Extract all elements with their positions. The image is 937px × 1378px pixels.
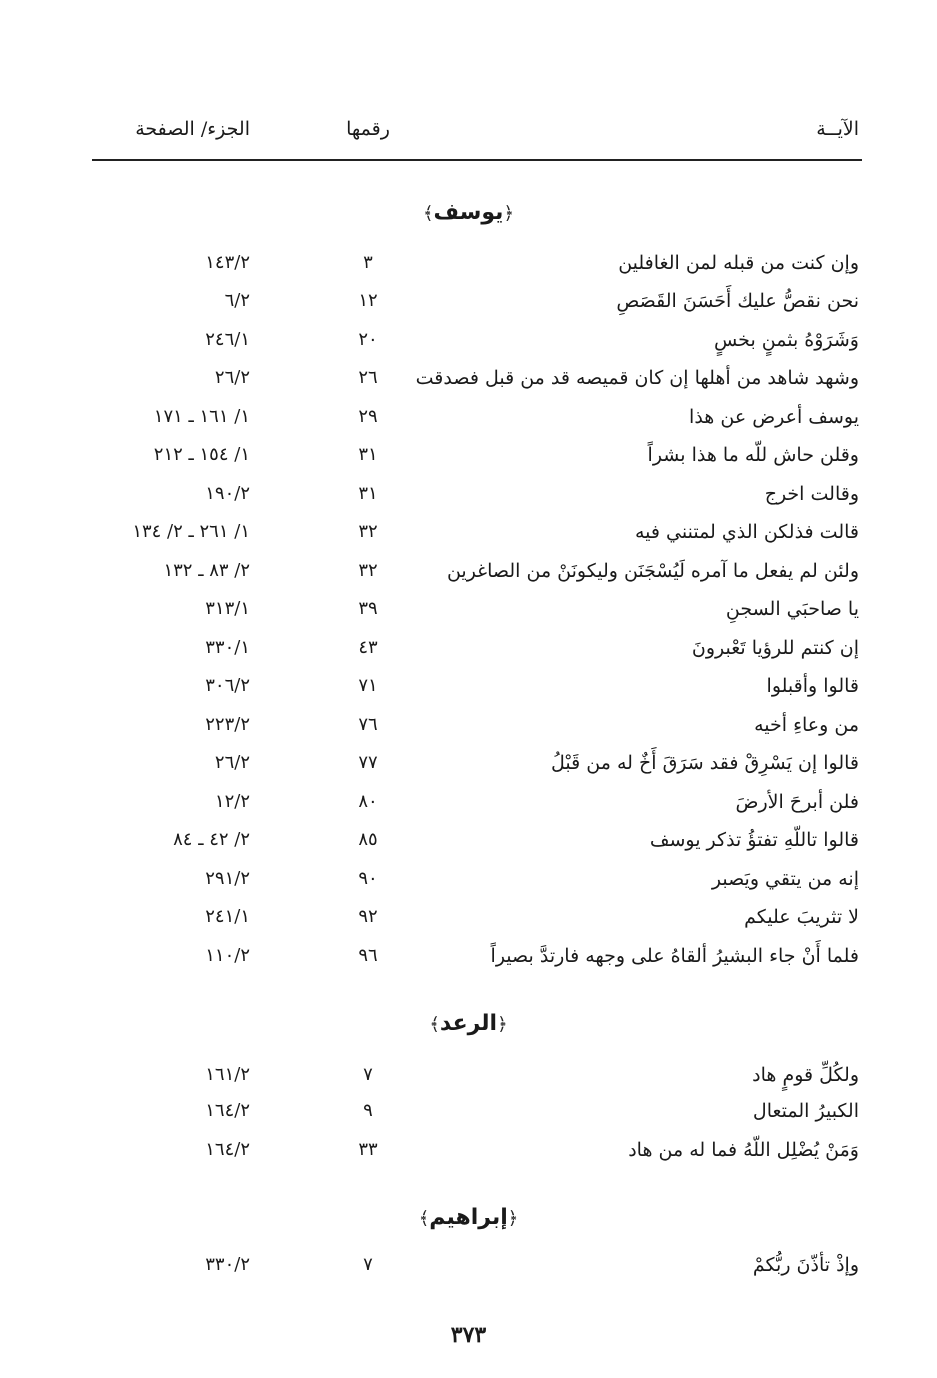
sura-heading-raad — [0, 1011, 937, 1036]
ayah-number-text: ٩٢ — [358, 906, 378, 927]
table-row — [0, 483, 937, 513]
table-row — [0, 598, 937, 628]
sura-title: الرعد — [439, 1011, 498, 1036]
table-row — [0, 752, 937, 782]
volume-page-text: ١١٠/٢ — [205, 945, 250, 966]
table-row — [0, 945, 937, 975]
ayah-text: وقلن حاش للّه ما هذا بشراً — [647, 444, 859, 466]
volume-page-ref — [205, 329, 295, 350]
ayah-text: قالت فذلكن الذي لمتنني فيه — [634, 521, 859, 543]
volume-page-ref — [205, 637, 295, 658]
ornament-right: ﴿ — [503, 203, 514, 224]
volume-page-ref — [205, 906, 295, 927]
ayah-text: فلما أَنْ جاء البشيرُ ألقاهُ على وجهه فارتدَّ بصيراً — [490, 945, 859, 967]
ayah-text: قالوا تاللّهِ تفتؤُ تذكر يوسف — [649, 829, 859, 851]
ayah-text: وَشَرَوْهُ بثمنٍ بخسٍ — [713, 329, 859, 351]
ayah-number-text: ٢٩ — [358, 406, 378, 427]
ayah-number-text: ٢٠ — [358, 329, 378, 350]
volume-page-ref — [214, 791, 285, 812]
volume-page-text: ٣٠٦/٢ — [205, 675, 250, 696]
volume-page-ref — [205, 1254, 295, 1275]
volume-page-text: ٦/٢ — [224, 290, 250, 311]
ayah-text: من وعاءِ أخيه — [754, 714, 859, 736]
sura-title: إبراهيم — [429, 1205, 508, 1230]
table-row — [0, 521, 937, 551]
table-row — [0, 714, 937, 744]
volume-page-text: ٣٣٠/٢ — [205, 1254, 250, 1275]
volume-page-text: ١/ ١٥٤ ـ ٢١٢ — [153, 444, 250, 465]
volume-page-text: ٣٣٠/١ — [205, 637, 250, 658]
ayah-text: يوسف أعرض عن هذا — [689, 406, 859, 428]
volume-page-text: ١/ ٢٦١ ـ ٢/ ١٣٤ — [132, 521, 250, 542]
ayah-number-text: ٣٢ — [358, 560, 378, 581]
sura-heading-ibrahim — [0, 1205, 937, 1230]
ayah-text: نحن نقصُّ عليك أَحَسَنَ القَصَصِ — [616, 290, 859, 312]
volume-page-text: ١٦١/٢ — [205, 1064, 250, 1085]
ayah-number-text: ٣١ — [358, 483, 378, 504]
ayah-text: وإن كنت من قبله لمن الغافلين — [618, 252, 859, 274]
ornament-right: ﴿ — [507, 1208, 519, 1229]
table-row — [0, 406, 937, 436]
column-header-ayah: الآيــة — [816, 118, 859, 140]
volume-page-text: ٢/ ٨٣ ـ ١٣٢ — [163, 560, 250, 581]
table-row — [0, 252, 937, 282]
table-row — [0, 791, 937, 821]
ayah-number-text: ٧٦ — [358, 714, 378, 735]
table-row — [0, 1100, 937, 1130]
ayah-number-text: ٧٧ — [358, 752, 378, 773]
ayah-number-text: ٧ — [363, 1064, 373, 1085]
ayah-text: وقالت اخرج — [764, 483, 859, 505]
ayah-number-text: ٨٥ — [358, 829, 378, 850]
ayah-number-text: ٣ — [363, 252, 373, 273]
table-row — [0, 290, 937, 320]
ayah-number-text: ٣١ — [358, 444, 378, 465]
ayah-number-text: ٧ — [363, 1254, 373, 1275]
table-row — [0, 1139, 937, 1169]
volume-page-ref — [205, 714, 295, 735]
table-row — [0, 829, 937, 859]
volume-page-ref — [214, 367, 285, 388]
volume-page-text: ١/ ١٦١ ـ ١٧١ — [153, 406, 250, 427]
ornament-right: ﴿ — [497, 1014, 508, 1035]
volume-page-text: ٢٤١/١ — [205, 906, 250, 927]
ayah-text: ولئن لم يفعل ما آمره لَيُسْجَنَن وليكونَنْ من الصاغرين — [446, 560, 859, 582]
ayah-number-text: ٣٩ — [358, 598, 378, 619]
volume-page-ref — [205, 1100, 295, 1121]
volume-page-text: ١٩٠/٢ — [205, 483, 250, 504]
volume-page-ref — [205, 483, 295, 504]
table-row — [0, 329, 937, 359]
column-header-reference — [135, 118, 365, 140]
sura-title: يوسف — [433, 200, 504, 225]
ayah-number-text: ٤٣ — [358, 637, 378, 658]
volume-page-text: ١٦٤/٢ — [205, 1139, 250, 1160]
volume-page-text: ١٦٤/٢ — [205, 1100, 250, 1121]
volume-page-text: ٢٩١/٢ — [205, 868, 250, 889]
volume-page-text: ٣١٣/١ — [205, 598, 250, 619]
ayah-number-text: ٩ — [363, 1100, 373, 1121]
volume-page-ref — [205, 945, 295, 966]
ayah-text: قالوا إن يَسْرِقْ فقد سَرَقَ أَخٌ له من قَبْلُ — [551, 752, 859, 774]
ayah-number-text: ٢٦ — [358, 367, 378, 388]
volume-page-ref — [205, 252, 295, 273]
table-row — [0, 367, 937, 397]
volume-page-ref — [153, 444, 346, 465]
volume-page-ref — [214, 752, 285, 773]
volume-page-ref — [224, 290, 275, 311]
ayah-number-text: ٧١ — [358, 675, 378, 696]
volume-page-ref — [163, 560, 337, 581]
volume-page-ref — [132, 521, 368, 542]
volume-page-text: ٢/ ٤٢ ـ ٨٤ — [173, 829, 250, 850]
table-row — [0, 675, 937, 705]
ayah-number-text: ٩٠ — [358, 868, 378, 889]
table-row — [0, 868, 937, 898]
table-row — [0, 637, 937, 667]
column-header-reference-text: الجزء/ الصفحة — [135, 118, 250, 140]
ayah-number-text: ١٢ — [358, 290, 378, 311]
ayah-number-text: ٣٢ — [358, 521, 378, 542]
volume-page-text: ٢٢٣/٢ — [205, 714, 250, 735]
ayah-text: فلن أبرحَ الأرضَ — [735, 791, 859, 813]
ornament-left: ﴾ — [423, 203, 434, 224]
volume-page-ref — [205, 1064, 295, 1085]
volume-page-ref — [205, 598, 295, 619]
ayah-text: وشهد شاهد من أهلها إن كان قميصه قد من قبل فصدقت — [415, 367, 859, 389]
volume-page-text: ١٤٣/٢ — [205, 252, 250, 273]
volume-page-text: ٢٤٦/١ — [205, 329, 250, 350]
table-row — [0, 444, 937, 474]
volume-page-ref — [205, 1139, 295, 1160]
ayah-text: ولكُلِّ قومٍ هاد — [752, 1064, 859, 1086]
volume-page-text: ١٢/٢ — [214, 791, 250, 812]
ornament-left: ﴾ — [418, 1208, 430, 1229]
ayah-text: إن كنتم للرؤيا تَعْبرونَ — [691, 637, 859, 659]
ayah-text: لا تثريبَ عليكم — [744, 906, 859, 928]
header-rule — [92, 159, 862, 161]
ayah-text: الكبيرُ المتعال — [752, 1100, 859, 1122]
table-row — [0, 906, 937, 936]
volume-page-ref — [205, 868, 295, 889]
volume-page-ref — [205, 675, 295, 696]
ayah-text: قالوا وأقبلوا — [766, 675, 859, 697]
ayah-text: يا صاحبَي السجنِ — [725, 598, 859, 620]
ayah-text: وَمَنْ يُضْلِل اللّهُ فما له من هاد — [628, 1139, 859, 1161]
page-number: ٣٧٣ — [450, 1322, 487, 1348]
ayah-text: إنه من يتقي ويَصبر — [711, 868, 859, 890]
ornament-left: ﴾ — [429, 1014, 440, 1035]
table-row — [0, 560, 937, 590]
ayah-number-text: ٩٦ — [358, 945, 378, 966]
volume-page-ref — [173, 829, 327, 850]
table-row — [0, 1064, 937, 1094]
ayah-text: وإذْ تأذّنَ ربُّكمْ — [752, 1254, 859, 1276]
table-row — [0, 1254, 937, 1284]
volume-page-ref — [153, 406, 346, 427]
volume-page-text: ٢٦/٢ — [214, 367, 250, 388]
volume-page-text: ٢٦/٢ — [214, 752, 250, 773]
column-header-number-text: رقمها — [346, 118, 390, 140]
sura-heading-yusuf — [0, 200, 937, 225]
ayah-number-text: ٣٣ — [358, 1139, 378, 1160]
ayah-number-text: ٨٠ — [358, 791, 378, 812]
